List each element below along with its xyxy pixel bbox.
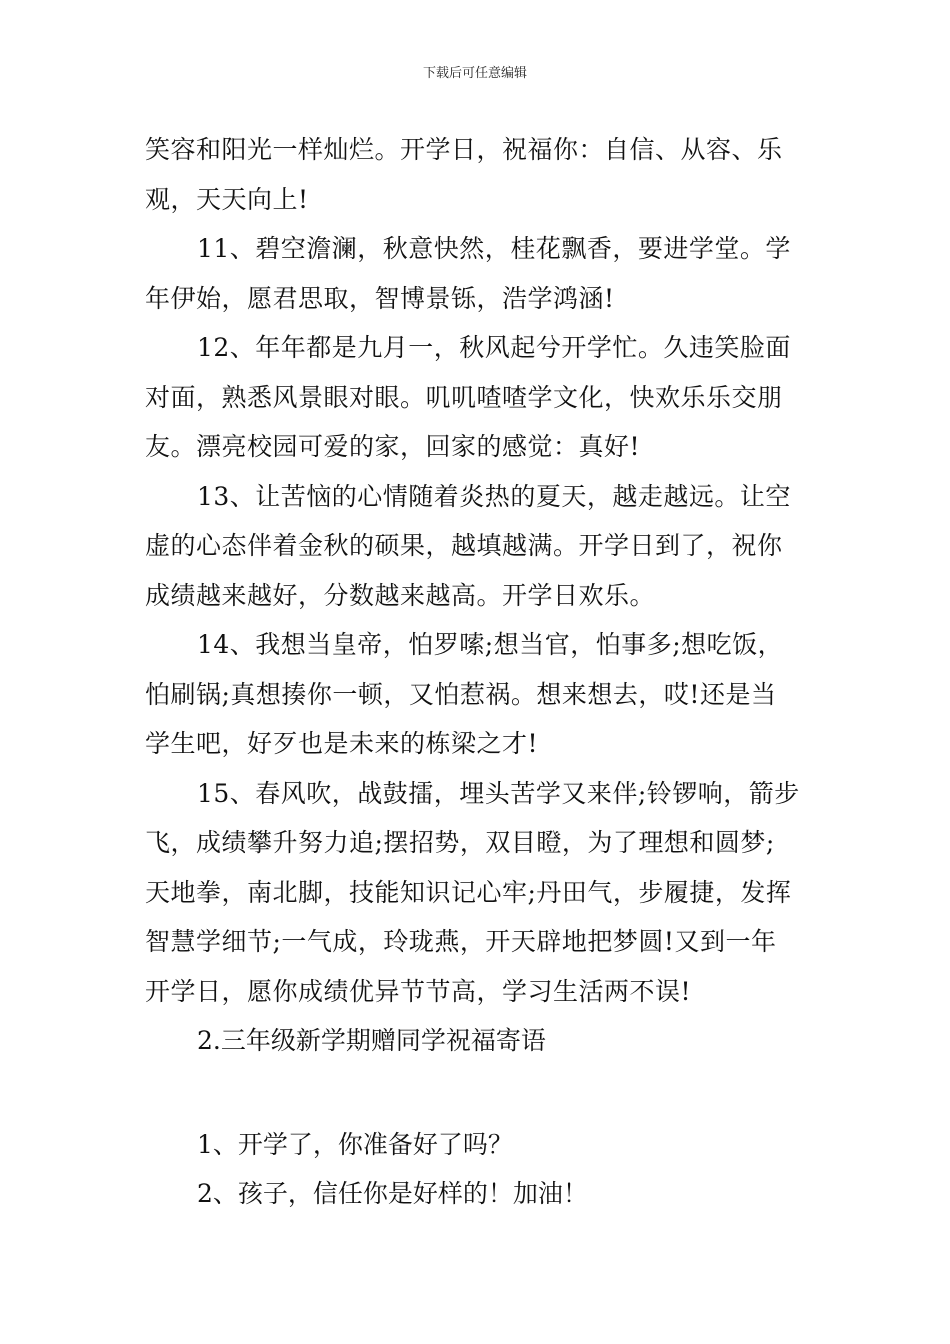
text-line: 对面，熟悉风景眼对眼。叽叽喳喳学文化，快欢乐乐交朋 [145, 382, 783, 412]
blank-spacer [145, 1066, 810, 1120]
text-line: 13、让苦恼的心情随着炎热的夏天，越走越远。让空 [197, 481, 791, 511]
text-line: 成绩越来越好，分数越来越高。开学日欢乐。 [145, 580, 656, 610]
text-line: 15、春风吹，战鼓擂，埋头苦学又来伴;铃锣响，箭步 [197, 778, 800, 808]
text-line: 虚的心态伴着金秋的硕果，越填越满。开学日到了，祝你 [145, 531, 783, 560]
paragraph-item-13 [145, 472, 810, 621]
text-line: 智慧学细节;一气成，玲珑燕，开天辟地把梦圆!又到一年 [145, 927, 777, 956]
page-header-note: 下载后可任意编辑 [422, 66, 527, 81]
text-line: 飞，成绩攀升努力追;摆招势，双目瞪，为了理想和圆梦; [145, 828, 775, 857]
text-line: 11、碧空澹澜，秋意快然，桂花飘香，要进学堂。学 [197, 234, 791, 263]
text-line: 怕刷锅;真想揍你一顿，又怕惹祸。想来想去，哎!还是当 [145, 679, 777, 709]
section-heading: 2.三年级新学期赠同学祝福寄语 [197, 1026, 546, 1055]
paragraph-item-15 [145, 769, 810, 1017]
text-line: 年伊始，愿君思取，智博景铄，浩学鸿涵! [145, 283, 615, 313]
text-line: 友。漂亮校园可爱的家，回家的感觉：真好! [145, 432, 641, 461]
text-line: 12、年年都是九月一，秋风起兮开学忙。久违笑脸面 [197, 333, 791, 362]
text-line: 观，天天向上! [145, 184, 309, 214]
paragraph-item-11 [145, 224, 810, 323]
text-line: 学生吧，好歹也是未来的栋梁之才! [145, 729, 539, 758]
paragraph-item-14 [145, 620, 810, 769]
list-item: 1、开学了，你准备好了吗？ [197, 1129, 513, 1159]
paragraph-continuation [145, 125, 810, 224]
list-item: 2、孩子，信任你是好样的！加油！ [197, 1179, 588, 1208]
text-line: 14、我想当皇帝，怕罗嗦;想当官，怕事多;想吃饭， [197, 630, 784, 659]
text-line: 笑容和阳光一样灿烂。开学日，祝福你：自信、从容、乐 [145, 135, 783, 164]
document-body [145, 125, 810, 1219]
paragraph-item-12 [145, 323, 810, 472]
text-line: 天地拳，南北脚，技能知识记心牢;丹田气，步履捷，发挥 [145, 877, 792, 907]
text-line: 开学日，愿你成绩优异节节高，学习生活两不误! [145, 976, 692, 1006]
